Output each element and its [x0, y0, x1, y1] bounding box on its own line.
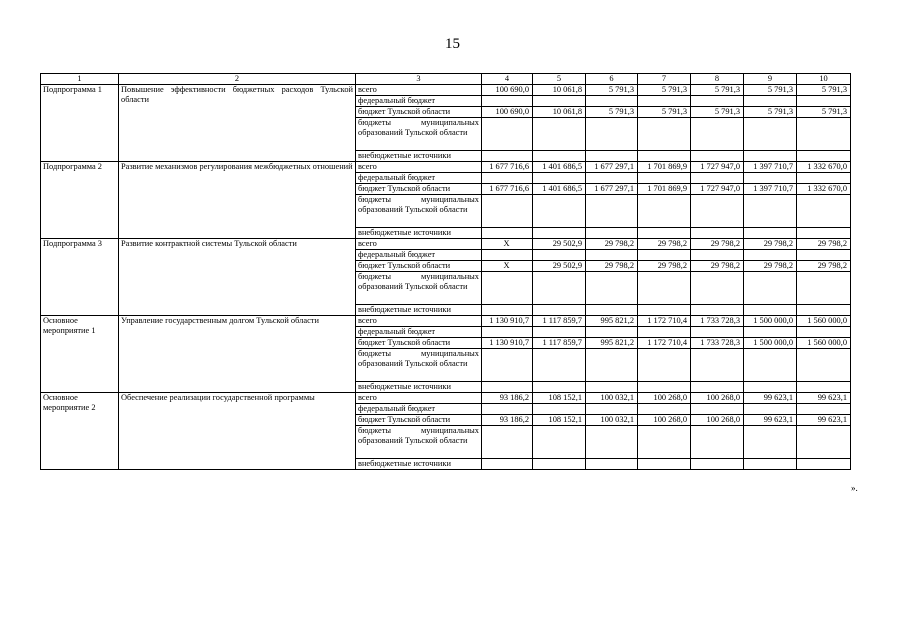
header-cell: 9	[744, 74, 797, 85]
value-cell: 108 152,1	[533, 415, 586, 426]
funding-source-cell: бюджеты муниципальных образований Тульской области	[356, 195, 482, 228]
value-cell	[691, 327, 744, 338]
funding-source-cell: внебюджетные источники	[356, 228, 482, 239]
funding-source-cell: всего	[356, 85, 482, 96]
table-row	[41, 393, 851, 404]
value-cell	[533, 327, 586, 338]
value-cell	[533, 305, 586, 316]
funding-source-cell: бюджет Тульской области	[356, 338, 482, 349]
program-title-cell: Обеспечение реализации государственной программы	[119, 393, 356, 470]
funding-source-cell: бюджеты муниципальных образований Тульской области	[356, 349, 482, 382]
value-cell: 1 500 000,0	[744, 338, 797, 349]
value-cell: 99 623,1	[797, 393, 851, 404]
value-cell	[638, 250, 691, 261]
value-cell	[691, 459, 744, 470]
value-cell: 1 130 910,7	[482, 316, 533, 327]
value-cell	[797, 118, 851, 151]
value-cell	[638, 173, 691, 184]
funding-source-cell: бюджеты муниципальных образований Тульской области	[356, 426, 482, 459]
value-cell	[691, 96, 744, 107]
header-cell: 4	[482, 74, 533, 85]
value-cell: 5 791,3	[638, 85, 691, 96]
value-cell	[691, 404, 744, 415]
program-title-cell: Развитие контрактной системы Тульской области	[119, 239, 356, 316]
value-cell: 29 798,2	[586, 261, 638, 272]
value-cell: 100 690,0	[482, 85, 533, 96]
value-cell: 29 502,9	[533, 239, 586, 250]
value-cell: 93 186,2	[482, 415, 533, 426]
value-cell: 29 502,9	[533, 261, 586, 272]
value-cell: 29 798,2	[586, 239, 638, 250]
value-cell: 99 623,1	[744, 393, 797, 404]
value-cell: X	[482, 261, 533, 272]
funding-source-cell: федеральный бюджет	[356, 250, 482, 261]
value-cell: 5 791,3	[586, 85, 638, 96]
value-cell: 1 560 000,0	[797, 338, 851, 349]
funding-source-cell: бюджет Тульской области	[356, 184, 482, 195]
value-cell: 100 268,0	[691, 393, 744, 404]
value-cell	[797, 349, 851, 382]
value-cell	[638, 382, 691, 393]
value-cell	[691, 426, 744, 459]
value-cell	[691, 382, 744, 393]
program-name-cell: Подпрограмма 1	[41, 85, 119, 162]
value-cell: 5 791,3	[638, 107, 691, 118]
value-cell	[744, 96, 797, 107]
header-cell: 2	[119, 74, 356, 85]
header-cell: 7	[638, 74, 691, 85]
funding-source-cell: бюджет Тульской области	[356, 415, 482, 426]
program-title-cell: Повышение эффективности бюджетных расходов Тульской области	[119, 85, 356, 162]
funding-source-cell: федеральный бюджет	[356, 327, 482, 338]
closing-quote-mark: ».	[851, 483, 858, 493]
page-number: 15	[445, 36, 460, 52]
value-cell	[482, 173, 533, 184]
header-cell: 1	[41, 74, 119, 85]
value-cell	[533, 382, 586, 393]
value-cell	[482, 459, 533, 470]
value-cell	[638, 404, 691, 415]
value-cell: 1 172 710,4	[638, 338, 691, 349]
value-cell: 5 791,3	[797, 85, 851, 96]
value-cell	[691, 151, 744, 162]
value-cell	[744, 228, 797, 239]
value-cell	[586, 459, 638, 470]
funding-source-cell: бюджеты муниципальных образований Тульской области	[356, 272, 482, 305]
value-cell	[797, 272, 851, 305]
value-cell	[533, 151, 586, 162]
value-cell	[586, 382, 638, 393]
value-cell	[691, 195, 744, 228]
value-cell	[638, 228, 691, 239]
value-cell	[638, 349, 691, 382]
value-cell	[533, 228, 586, 239]
value-cell	[638, 426, 691, 459]
header-row	[41, 74, 851, 85]
value-cell	[586, 173, 638, 184]
value-cell: 1 401 686,5	[533, 162, 586, 173]
funding-source-cell: бюджеты муниципальных образований Тульской области	[356, 118, 482, 151]
value-cell: 1 677 716,6	[482, 184, 533, 195]
value-cell: 100 268,0	[691, 415, 744, 426]
program-name-cell: Подпрограмма 2	[41, 162, 119, 239]
value-cell	[586, 151, 638, 162]
value-cell	[744, 349, 797, 382]
value-cell: 1 117 859,7	[533, 338, 586, 349]
value-cell: 1 130 910,7	[482, 338, 533, 349]
value-cell: 29 798,2	[744, 239, 797, 250]
value-cell: 29 798,2	[797, 239, 851, 250]
value-cell: 1 677 716,6	[482, 162, 533, 173]
value-cell	[691, 173, 744, 184]
value-cell	[638, 272, 691, 305]
value-cell: 10 061,8	[533, 85, 586, 96]
value-cell: 1 500 000,0	[744, 316, 797, 327]
funding-source-cell: федеральный бюджет	[356, 96, 482, 107]
value-cell: 1 733 728,3	[691, 316, 744, 327]
budget-table	[40, 73, 851, 470]
funding-source-cell: федеральный бюджет	[356, 173, 482, 184]
value-cell: 1 332 670,0	[797, 184, 851, 195]
value-cell	[797, 305, 851, 316]
header-cell: 5	[533, 74, 586, 85]
value-cell	[638, 305, 691, 316]
value-cell	[482, 96, 533, 107]
table-row	[41, 85, 851, 96]
value-cell: 1 733 728,3	[691, 338, 744, 349]
value-cell	[533, 404, 586, 415]
value-cell	[797, 228, 851, 239]
value-cell	[586, 195, 638, 228]
value-cell	[533, 459, 586, 470]
value-cell	[482, 349, 533, 382]
value-cell: 1 701 869,9	[638, 162, 691, 173]
value-cell	[797, 459, 851, 470]
value-cell	[744, 404, 797, 415]
funding-source-cell: всего	[356, 239, 482, 250]
program-title-cell: Управление государственным долгом Тульской области	[119, 316, 356, 393]
value-cell: 100 268,0	[638, 393, 691, 404]
value-cell	[482, 327, 533, 338]
program-name-cell: Подпрограмма 3	[41, 239, 119, 316]
value-cell	[533, 426, 586, 459]
funding-source-cell: внебюджетные источники	[356, 382, 482, 393]
funding-source-cell: внебюджетные источники	[356, 151, 482, 162]
value-cell: 1 560 000,0	[797, 316, 851, 327]
value-cell	[586, 426, 638, 459]
value-cell	[744, 459, 797, 470]
funding-source-cell: всего	[356, 393, 482, 404]
value-cell: 5 791,3	[691, 107, 744, 118]
value-cell	[638, 327, 691, 338]
value-cell: 1 117 859,7	[533, 316, 586, 327]
value-cell	[586, 404, 638, 415]
value-cell	[638, 151, 691, 162]
funding-source-cell: всего	[356, 316, 482, 327]
value-cell: 995 821,2	[586, 338, 638, 349]
value-cell	[586, 349, 638, 382]
header-cell: 6	[586, 74, 638, 85]
value-cell	[638, 195, 691, 228]
value-cell	[744, 118, 797, 151]
value-cell: 29 798,2	[691, 261, 744, 272]
funding-source-cell: внебюджетные источники	[356, 305, 482, 316]
funding-source-cell: внебюджетные источники	[356, 459, 482, 470]
value-cell	[586, 272, 638, 305]
value-cell	[482, 151, 533, 162]
value-cell	[638, 118, 691, 151]
value-cell	[482, 404, 533, 415]
value-cell: 5 791,3	[797, 107, 851, 118]
value-cell	[586, 96, 638, 107]
value-cell: 1 401 686,5	[533, 184, 586, 195]
program-title-cell: Развитие механизмов регулирования межбюджетных отношений	[119, 162, 356, 239]
value-cell: 1 727 947,0	[691, 162, 744, 173]
value-cell: 93 186,2	[482, 393, 533, 404]
value-cell	[533, 96, 586, 107]
value-cell: 100 690,0	[482, 107, 533, 118]
value-cell	[797, 426, 851, 459]
value-cell	[797, 382, 851, 393]
header-cell: 3	[356, 74, 482, 85]
value-cell	[797, 151, 851, 162]
value-cell	[533, 250, 586, 261]
value-cell: 1 332 670,0	[797, 162, 851, 173]
value-cell: 1 397 710,7	[744, 184, 797, 195]
funding-source-cell: федеральный бюджет	[356, 404, 482, 415]
value-cell	[586, 250, 638, 261]
value-cell: 29 798,2	[797, 261, 851, 272]
value-cell	[533, 118, 586, 151]
value-cell	[586, 327, 638, 338]
value-cell: 1 677 297,1	[586, 162, 638, 173]
value-cell	[482, 118, 533, 151]
value-cell	[691, 305, 744, 316]
value-cell: 29 798,2	[638, 261, 691, 272]
value-cell: 10 061,8	[533, 107, 586, 118]
value-cell	[691, 228, 744, 239]
value-cell	[482, 382, 533, 393]
value-cell	[482, 272, 533, 305]
value-cell	[691, 118, 744, 151]
program-name-cell: Основное мероприятие 2	[41, 393, 119, 470]
value-cell	[586, 118, 638, 151]
value-cell	[691, 272, 744, 305]
value-cell: 995 821,2	[586, 316, 638, 327]
value-cell: 5 791,3	[744, 107, 797, 118]
value-cell	[744, 195, 797, 228]
value-cell	[797, 173, 851, 184]
value-cell	[744, 426, 797, 459]
value-cell	[482, 426, 533, 459]
value-cell	[744, 272, 797, 305]
value-cell	[691, 250, 744, 261]
value-cell: 29 798,2	[638, 239, 691, 250]
value-cell: X	[482, 239, 533, 250]
value-cell: 100 032,1	[586, 393, 638, 404]
value-cell	[691, 349, 744, 382]
value-cell	[533, 349, 586, 382]
value-cell	[638, 459, 691, 470]
header-cell: 10	[797, 74, 851, 85]
value-cell: 108 152,1	[533, 393, 586, 404]
funding-source-cell: всего	[356, 162, 482, 173]
value-cell: 1 677 297,1	[586, 184, 638, 195]
table-row	[41, 239, 851, 250]
value-cell	[744, 250, 797, 261]
value-cell: 5 791,3	[744, 85, 797, 96]
funding-source-cell: бюджет Тульской области	[356, 261, 482, 272]
value-cell	[533, 272, 586, 305]
table-row	[41, 162, 851, 173]
value-cell: 100 268,0	[638, 415, 691, 426]
value-cell	[797, 96, 851, 107]
value-cell	[638, 96, 691, 107]
value-cell	[744, 173, 797, 184]
program-name-cell: Основное мероприятие 1	[41, 316, 119, 393]
table-row	[41, 316, 851, 327]
value-cell	[797, 195, 851, 228]
value-cell	[482, 228, 533, 239]
value-cell	[533, 173, 586, 184]
value-cell	[744, 327, 797, 338]
value-cell	[482, 305, 533, 316]
value-cell	[533, 195, 586, 228]
value-cell	[797, 327, 851, 338]
value-cell: 99 623,1	[744, 415, 797, 426]
value-cell: 29 798,2	[744, 261, 797, 272]
value-cell	[744, 382, 797, 393]
value-cell: 1 727 947,0	[691, 184, 744, 195]
value-cell	[482, 195, 533, 228]
value-cell	[586, 305, 638, 316]
value-cell	[797, 404, 851, 415]
value-cell: 29 798,2	[691, 239, 744, 250]
value-cell	[744, 151, 797, 162]
value-cell: 99 623,1	[797, 415, 851, 426]
value-cell: 1 701 869,9	[638, 184, 691, 195]
header-cell: 8	[691, 74, 744, 85]
value-cell	[586, 228, 638, 239]
value-cell: 1 397 710,7	[744, 162, 797, 173]
value-cell: 100 032,1	[586, 415, 638, 426]
value-cell: 1 172 710,4	[638, 316, 691, 327]
value-cell	[744, 305, 797, 316]
value-cell: 5 791,3	[691, 85, 744, 96]
funding-source-cell: бюджет Тульской области	[356, 107, 482, 118]
value-cell	[482, 250, 533, 261]
value-cell: 5 791,3	[586, 107, 638, 118]
value-cell	[797, 250, 851, 261]
